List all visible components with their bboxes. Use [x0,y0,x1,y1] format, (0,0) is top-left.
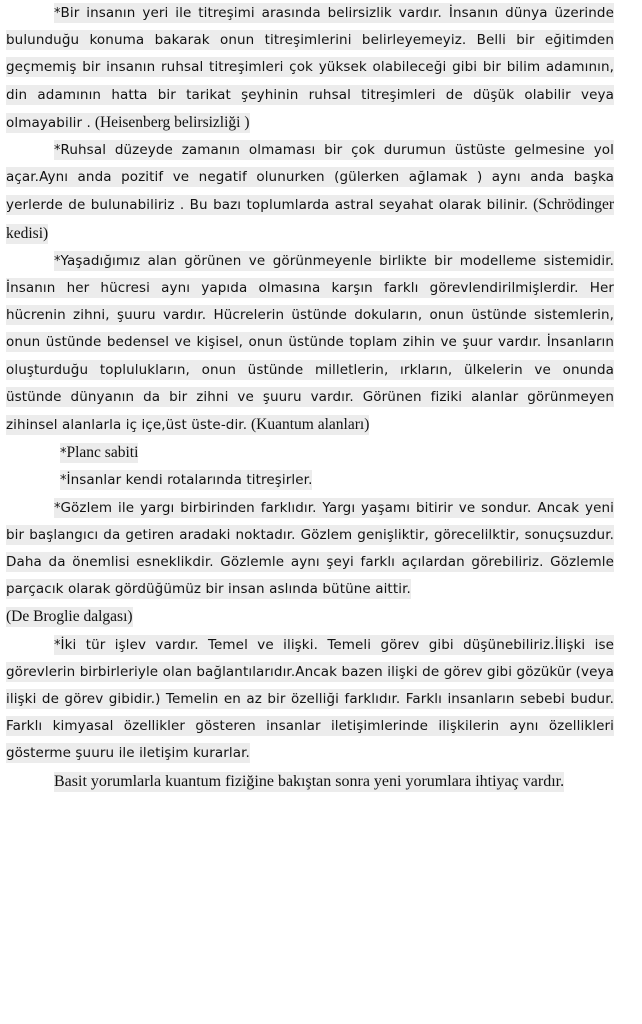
paragraph-text: Yaşadığımız alan görünen ve görünmeyenle birlikte bir modelleme sistemidir. İnsanın her hücresi aynı yapıda olmasına karşın farklı görevlendirilmişlerdir. Her hücrenin zihni, şuuru vardır. Hücrelerin üstünde dokuların, onun üstünde sistemlerin, onun üstünde bedensel ve kişisel, onun üstünde toplam zihin ve şuur vardır. İnsanların oluşturduğu toplulukların, onun üstünde milletlerin, ırkların, ülkelerin ve onunda üstünde dünyanın da bir zihni ve şuuru vardır. Görünen fiziki alanlar görünmeyen zihinsel alanlarla iç içe,üst üste-dir. [6,252,614,434]
paragraph-text: Bir insanın yeri ile titreşimi arasında belirsizlik vardır. İnsanın dünya üzerinde bulunduğu konuma bakarak onun titreşimlerini belirleyemeyiz. Belli bir eğitimden geçmemiş bir insanın ruhsal titreşimleri çok yüksek olabileceği gibi bir bilim adamının, din adamının hatta bir tarikat şeyhinin ruhsal titreşimleri de düşük olabilir veya olmayabilir . [6,5,614,131]
reference-label: (Schrödinger kedisi) [6,196,614,242]
planc-line [6,439,614,467]
closing-paragraph [6,768,614,796]
reference-label: (Heisenberg belirsizliği ) [90,113,250,131]
insanlar-line [6,467,614,494]
bullet-star: * [54,143,61,159]
bullet-star: * [54,253,61,269]
paragraph-schrodinger [6,137,614,248]
bullet-star: * [54,500,61,516]
paragraph-heisenberg [6,0,614,137]
paragraph-kuantum-alanlari [6,248,614,439]
bullet-star: * [60,446,67,462]
closing-text: Basit yorumlarla kuantum fiziğine bakıştan sonra yeni yorumlara ihtiyaç vardır. [54,772,565,790]
bullet-star: * [54,637,61,653]
bullet-star: * [60,473,67,489]
paragraph-gozlem [6,495,614,604]
paragraph-iki-tur-islev [6,632,614,768]
reference-label: (Kuantum alanları) [247,416,370,434]
paragraph-text: İki tür işlev vardır. Temel ve ilişki. Temeli görev gibi düşünebiliriz.İlişki ise görevlerin birbirleriyle olan bağlantılarıdır.Ancak bazen ilişki de görev gibi gözükür (veya ilişki de görev gibidir.) Temelin en az bir özelliği farklıdır. Farklı insanların sebebi budur. Farklı kimyasal özellikler gösteren insanlar iletişimlerinde ilişkilerin aynı özellikleri gösterme şuuru ile iletişim kurarlar. [6,636,614,762]
bullet-star: * [54,6,61,21]
paragraph-text: Gözlem ile yargı birbirinden farklıdır. Yargı yaşamı bitirir ve sondur. Ancak yeni bir başlangıcı da getiren aradaki noktadır. Gözlem genişliktir, görecelilktir, sonuçsuzdur. Daha da önemlisi esneklikdir. Gözlemle aynı şeyi farklı açılardan görebiliriz. Gözlemle parçacık olarak gördüğümüz bir insan aslında bütüne aittir. [6,499,614,598]
reference-label: Planc sabiti [66,444,139,462]
paragraph-text: Ruhsal düzeyde zamanın olmaması bir çok durumun üstüste gelmesine yol açar.Aynı anda pozitif ve negatif olunurken (gülerken ağlamak ) aynı anda başka yerlerde de bulunabiliriz . Bu bazı toplumlarda astral seyahat olarak bilinir. [6,142,614,214]
gozlem-reference [6,603,614,631]
paragraph-text: İnsanlar kendi rotalarında titreşirler. [66,472,313,489]
reference-label: (De Broglie dalgası) [6,608,133,626]
